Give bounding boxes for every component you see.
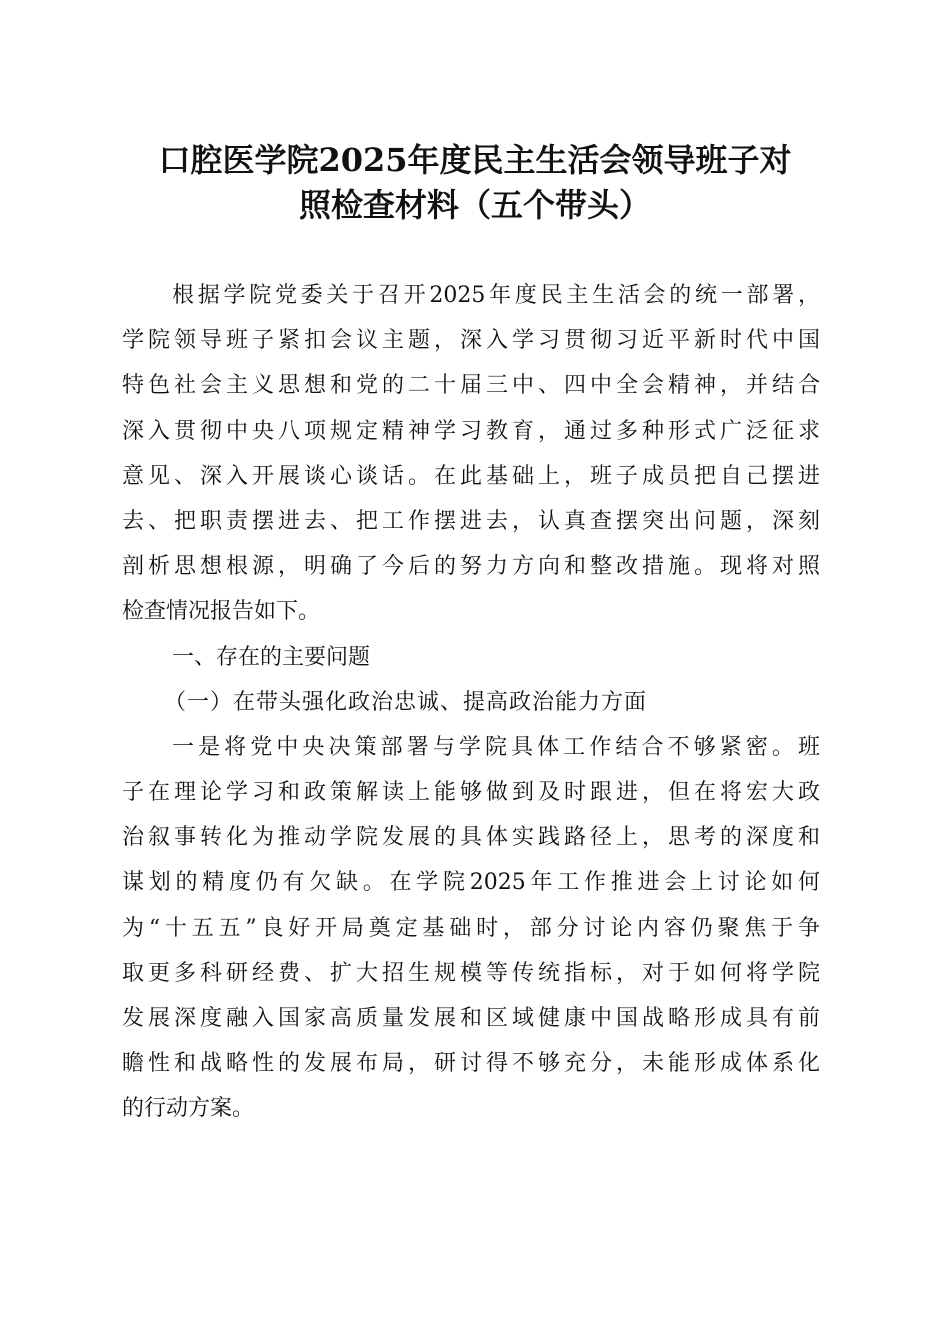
- text-line: 谋划的精度仍有欠缺。在学院2025年工作推进会上讨论如何: [122, 870, 820, 896]
- text-line: 的行动方案。: [122, 1096, 255, 1122]
- text-line: 根据学院党委关于召开2025年度民主生活会的统一部署，: [172, 283, 820, 308]
- point-paragraph: [122, 725, 820, 1132]
- section-heading: 一、存在的主要问题: [172, 644, 371, 670]
- intro-paragraph: [122, 273, 820, 635]
- text-line: 意见、深入开展谈心谈话。在此基础上，班子成员把自己摆进: [122, 463, 820, 489]
- text-line: 一是将党中央决策部署与学院具体工作结合不够紧密。班: [172, 734, 820, 760]
- text-line: 为“十五五”良好开局奠定基础时，部分讨论内容仍聚焦于争: [122, 915, 820, 941]
- document-body: [122, 273, 820, 1132]
- text-line: 深入贯彻中央八项规定精神学习教育，通过多种形式广泛征求: [122, 418, 820, 444]
- text-line: 剖析思想根源，明确了今后的努力方向和整改措施。现将对照: [122, 554, 820, 580]
- text-line: 瞻性和战略性的发展布局，研讨得不够充分，未能形成体系化: [122, 1051, 820, 1077]
- title-line: 照检查材料（五个带头）: [298, 186, 651, 224]
- text-line: 检查情况报告如下。: [122, 599, 321, 625]
- text-line: 去、把职责摆进去、把工作摆进去，认真查摆突出问题，深刻: [122, 508, 820, 534]
- document-title: [120, 138, 830, 228]
- subsection-heading: （一）在带头强化政治忠诚、提高政治能力方面: [164, 689, 648, 715]
- text-line: 取更多科研经费、扩大招生规模等传统指标，对于如何将学院: [122, 960, 820, 986]
- text-line: 特色社会主义思想和党的二十届三中、四中全会精神，并结合: [122, 373, 820, 399]
- text-line: 发展深度融入国家高质量发展和区域健康中国战略形成具有前: [122, 1006, 820, 1031]
- text-line: 学院领导班子紧扣会议主题，深入学习贯彻习近平新时代中国: [122, 328, 820, 354]
- text-line: 治叙事转化为推动学院发展的具体实践路径上，思考的深度和: [122, 825, 820, 851]
- title-line: 口腔医学院2025年度民主生活会领导班子对: [158, 141, 792, 179]
- text-line: 子在理论学习和政策解读上能够做到及时跟进，但在将宏大政: [122, 780, 820, 806]
